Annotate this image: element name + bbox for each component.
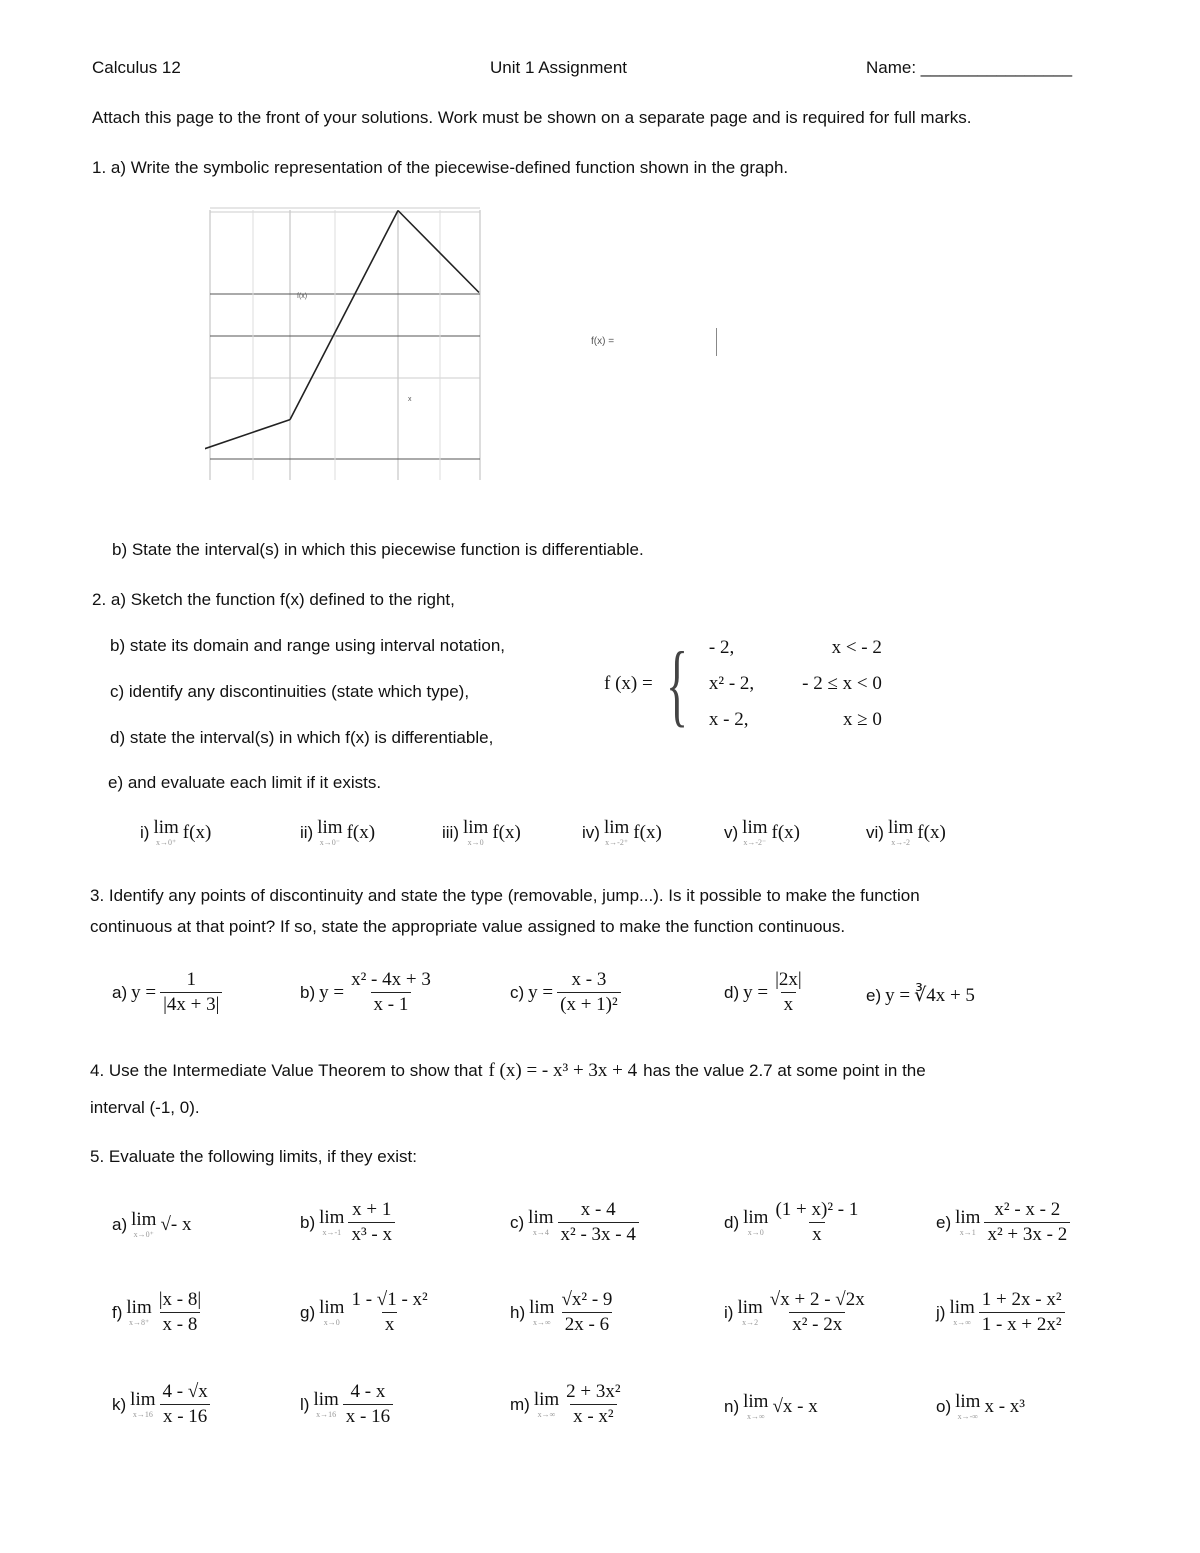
lim-sub: x→0⁺ [133,1230,154,1239]
lim-expr: x - x³ [984,1396,1025,1417]
q2-limit-ii [300,818,375,848]
numerator: |x - 8| [158,1289,202,1310]
lim-text: lim [528,1206,554,1228]
lim-sub: x→0⁺ [156,838,177,847]
denominator: x² + 3x - 2 [984,1222,1070,1247]
q3-item-c [510,968,621,1017]
q3-item-b [300,968,434,1017]
unit-title: Unit 1 Assignment [490,58,628,77]
piece-expr: x - 2, [708,709,749,730]
item-label: d) [724,982,740,1002]
denominator: x³ - x [348,1222,395,1247]
numerator: |2x| [775,969,802,990]
item-label: b) [300,982,316,1002]
lim-text: lim [126,1296,152,1318]
item-label: g) [300,1302,316,1322]
q5-item-n [724,1392,818,1422]
q2b-text: b) state its domain and range using interval notation, [110,636,506,655]
lim-text: lim [743,1206,769,1228]
item-label: a) [112,1215,128,1234]
lhs: y = [528,981,554,1003]
q2-limit-v [724,818,800,848]
graph-segment [290,211,398,420]
lim-sub: x→8⁺ [128,1317,150,1327]
numerator: (1 + x)² - 1 [775,1199,859,1220]
denominator: x - 8 [160,1312,201,1337]
graph-segment [398,211,479,293]
item-label: o) [936,1397,952,1416]
lhs: y = [885,984,911,1006]
lim-sub: x→2 [742,1317,759,1327]
graph-fx-label: f(x) = [591,336,615,347]
lim-sub: x→1 [959,1227,976,1237]
piece-cond: - 2 ≤ x < 0 [802,673,882,694]
piece-row [701,702,890,738]
lim-expr: √- x [160,1214,192,1235]
q5-item-d [724,1198,861,1247]
q4-post: has the value 2.7 at some point in the [643,1061,926,1080]
q3-item-e [866,984,975,1007]
lhs: y = [131,981,157,1003]
lim-text: lim [313,1388,339,1410]
numerator: 1 + 2x - x² [981,1289,1062,1310]
lim-sub: x→∞ [953,1317,971,1327]
lim-text: lim [743,1391,769,1412]
piece-row [701,630,890,666]
numerator: 4 - x [350,1381,386,1402]
lim-sub: x→-∞ [957,1412,978,1421]
lim-text: lim [463,817,489,838]
q3-item-d [724,968,805,1017]
numerator: x² - 4x + 3 [351,969,431,990]
lim-text: lim [529,1296,555,1318]
denominator: x [781,992,797,1017]
lim-text: lim [319,1206,345,1228]
piece-row [701,666,890,702]
q4-function: f (x) = - x³ + 3x + 4 [488,1060,638,1081]
item-label: i) [724,1302,734,1322]
lim-text: lim [130,1388,156,1410]
lim-text: lim [737,1296,763,1318]
q2a-text: 2. a) Sketch the function f(x) defined to the right, [92,590,455,609]
piece-cond: x ≥ 0 [842,709,882,730]
denominator: 2x - 6 [562,1312,612,1337]
item-label: iii) [442,823,459,842]
lim-text: lim [131,1209,157,1230]
brace-icon: { [665,633,688,735]
q5-item-o [936,1392,1025,1422]
numerator: √x + 2 - √2x [769,1289,865,1310]
graph-segment [205,420,290,457]
lim-text: lim [887,817,914,838]
q5-item-b [300,1198,395,1247]
denominator: x² - 3x - 4 [558,1222,639,1247]
denominator: x² - 2x [789,1312,845,1337]
piece-expr: x² - 2, [708,673,755,694]
item-label: h) [510,1302,526,1322]
q3-text-line1: 3. Identify any points of discontinuity and state the type (removable, jump...). Is it possible to make the function [90,886,920,905]
numerator: x - 3 [571,969,607,990]
lim-text: lim [319,1296,345,1318]
item-label: a) [112,982,128,1002]
q2e-text: e) and evaluate each limit if it exists. [108,773,382,792]
denominator: 1 - x + 2x² [979,1312,1065,1337]
item-label: e) [936,1212,952,1232]
item-label: m) [510,1394,530,1414]
numerator: √x² - 9 [561,1289,613,1310]
item-label: i) [140,823,150,842]
lim-text: lim [949,1296,975,1318]
lim-sub: x→16 [132,1409,153,1419]
q5-item-i [724,1288,868,1337]
item-label: b) [300,1212,316,1232]
q2-limit-iv [582,818,662,848]
q5-item-f [112,1288,204,1337]
lim-sub: x→0⁻ [319,838,340,847]
q5-item-a [112,1210,191,1240]
piece-cond: x < - 2 [831,637,882,658]
lim-sub: x→∞ [746,1412,765,1421]
item-label: iv) [582,823,600,842]
q1-graph [205,205,490,487]
lim-sub: x→-1 [322,1227,342,1237]
item-label: e) [866,985,882,1005]
q5-item-l [300,1380,393,1429]
lim-text: lim [533,1388,560,1410]
numerator: x + 1 [352,1199,392,1220]
lim-sub: x→0 [467,838,484,847]
item-label: c) [510,1212,525,1232]
lim-expr: f(x) [771,822,800,843]
lhs: y = [319,981,345,1003]
q2-limit-vi [866,818,946,848]
name-field[interactable]: Name: ________________ [866,58,1073,77]
graph-bracket-mark [716,328,717,356]
q2d-text: d) state the interval(s) in which f(x) is differentiable, [110,728,494,747]
numerator: x - 4 [580,1199,616,1220]
numerator: 1 - √1 - x² [351,1289,428,1310]
q5-title: 5. Evaluate the following limits, if they exist: [90,1147,417,1166]
lim-expr: f(x) [917,822,946,843]
item-label: n) [724,1397,740,1416]
denominator: x - 16 [160,1404,210,1429]
q2c-text: c) identify any discontinuities (state which type), [110,682,470,701]
lim-text: lim [603,817,630,838]
item-label: k) [112,1394,127,1414]
lim-sub: x→0 [323,1317,340,1327]
lim-expr: f(x) [492,822,521,843]
q5-item-k [112,1380,211,1429]
q2-limit-iii [442,818,521,848]
lim-sub: x→-2⁺ [605,838,629,847]
q4-line2: interval (-1, 0). [90,1098,200,1117]
q4-pre: 4. Use the Intermediate Value Theorem to show that [90,1061,483,1080]
denominator: x - 16 [343,1404,393,1429]
item-label: ii) [300,823,314,842]
q2-limit-i [140,818,211,848]
numerator: 2 + 3x² [566,1381,621,1402]
intro-text: Attach this page to the front of your solutions. Work must be shown on a separate page and is required for full marks. [92,108,972,127]
numerator: x² - x - 2 [994,1199,1061,1220]
q3-item-a [112,968,222,1017]
q5-item-g [300,1288,431,1337]
q5-item-j [936,1288,1065,1337]
q5-item-e [936,1198,1070,1247]
lim-sub: x→16 [316,1409,337,1419]
denominator: x - x² [570,1404,617,1429]
q2-piecewise-function [604,630,890,738]
item-label: l) [300,1394,310,1414]
lim-expr: f(x) [633,822,662,843]
q5-item-c [510,1198,639,1247]
lim-text: lim [955,1391,981,1412]
axis-label-fx: f(x) [297,293,308,300]
lim-text: lim [955,1206,981,1228]
item-label: d) [724,1212,740,1232]
denominator: x [809,1222,825,1247]
lim-expr: √x - x [772,1396,818,1417]
lim-text: lim [153,817,179,838]
lim-sub: x→-2 [891,838,910,847]
piece-table [701,630,890,738]
piece-expr: - 2, [708,637,735,658]
item-label: j) [936,1302,946,1322]
lim-expr: f(x) [346,822,376,843]
q1a-text: 1. a) Write the symbolic representation of the piecewise-defined function shown in the graph. [92,158,789,177]
q5-item-h [510,1288,615,1337]
q5-item-m [510,1380,624,1429]
lhs: y = [743,981,769,1003]
item-label: v) [724,823,739,842]
item-label: c) [510,982,525,1002]
item-label: vi) [866,823,884,842]
lim-sub: x→0 [747,1227,764,1237]
numerator: 4 - √x [162,1381,208,1402]
lim-text: lim [317,817,343,838]
graph-grid [210,208,480,480]
lim-sub: x→4 [532,1227,549,1237]
lim-sub: x→∞ [537,1409,556,1419]
denominator: x - 1 [371,992,412,1017]
expression: ∛4x + 5 [914,985,975,1006]
course-title: Calculus 12 [92,58,181,77]
lim-expr: f(x) [182,822,212,843]
lim-sub: x→-2⁻ [743,838,767,847]
lim-sub: x→∞ [532,1317,551,1327]
item-label: f) [112,1302,123,1322]
numerator: 1 [186,969,196,990]
axis-label-x: x [408,396,412,403]
denominator: |4x + 3| [160,992,222,1017]
denominator: x [382,1312,398,1337]
function-label: f (x) = [604,673,653,694]
q4-line1 [90,1060,926,1082]
denominator: (x + 1)² [557,992,621,1017]
lim-text: lim [742,817,768,838]
q3-text-line2: continuous at that point? If so, state the appropriate value assigned to make the function continuous. [90,917,846,936]
q1b-text: b) State the interval(s) in which this piecewise function is differentiable. [112,540,644,559]
